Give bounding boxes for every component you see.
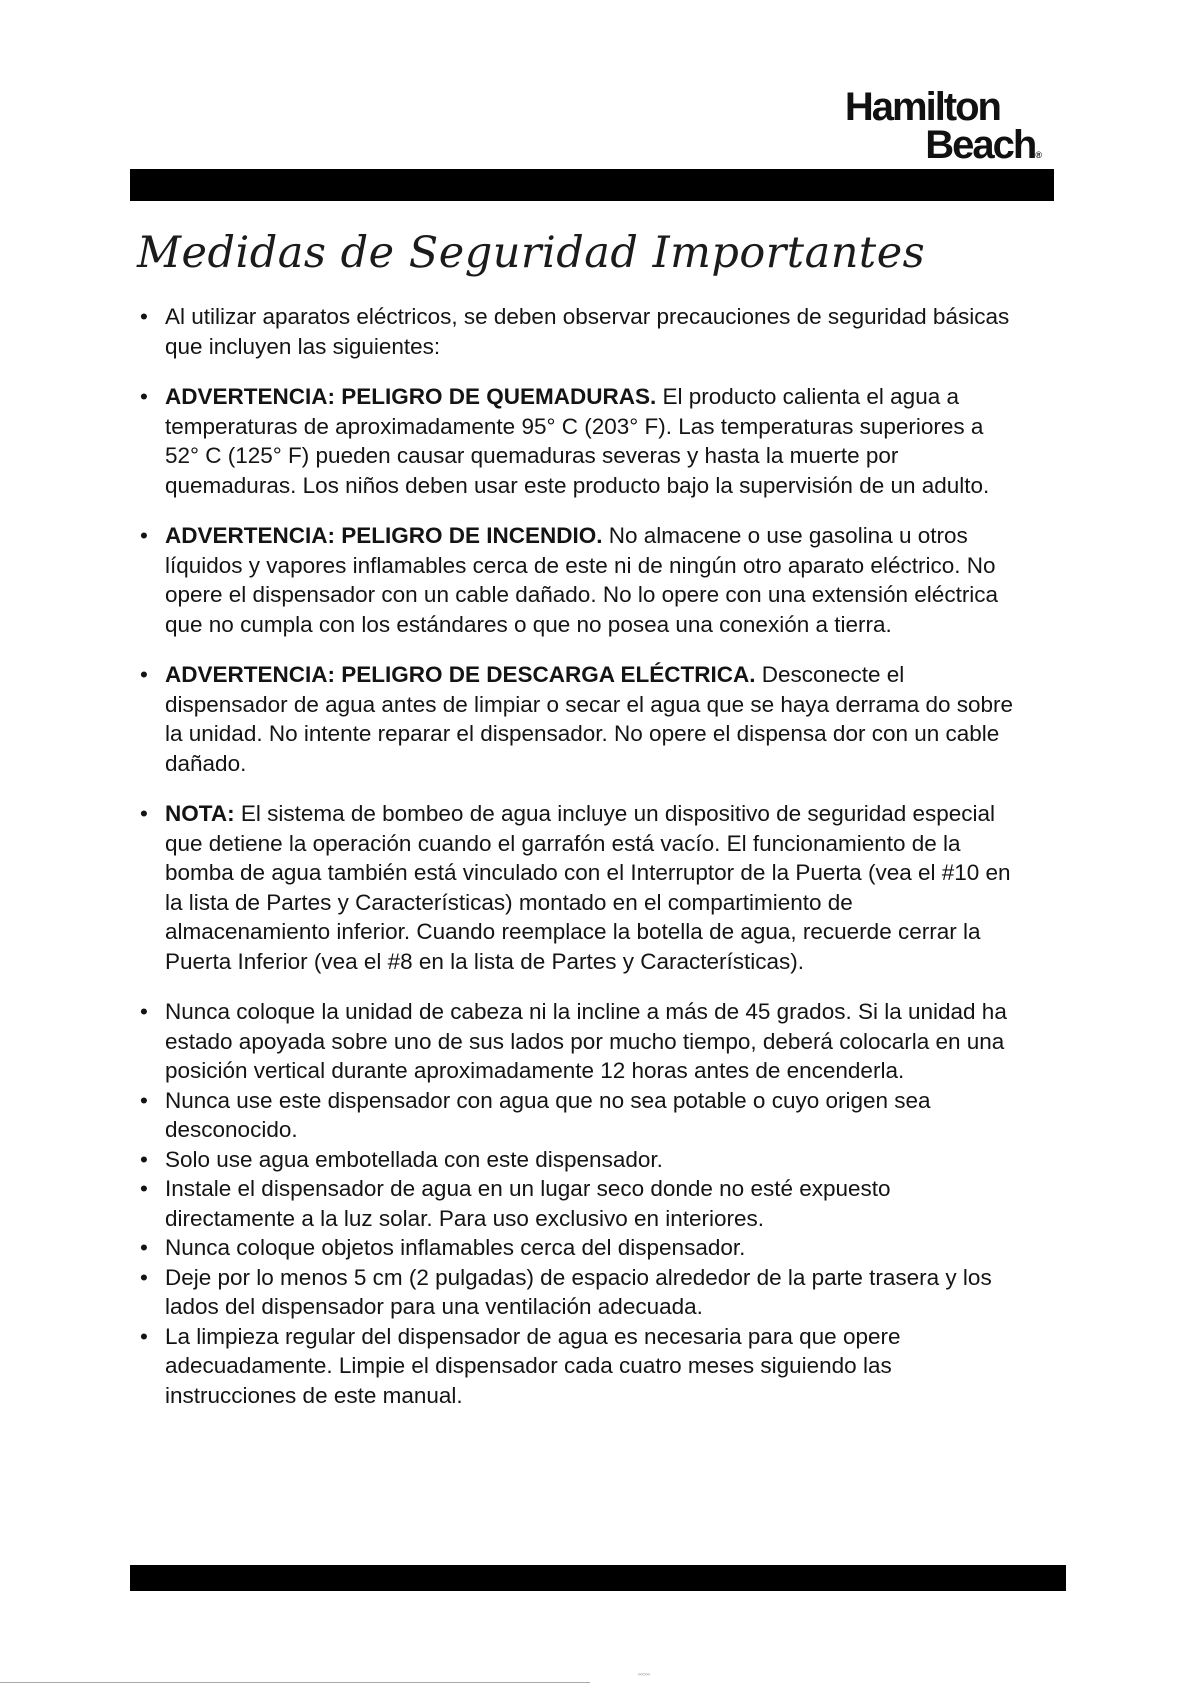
item-text: No almacene o use gasolina u otros líquidos y vapores inflamables cerca de este ni de ningún otro aparato eléctrico. No opere el dispensador con un cable dañado. No lo opere con una extensión eléctrica que no cumpla con los estándares o que no posea una conexión a tierra. (165, 523, 999, 637)
brand-logo-line2-text: Beach (925, 123, 1036, 167)
registered-mark: ® (1035, 150, 1042, 160)
item-text: Nunca coloque la unidad de cabeza ni la incline a más de 45 grados. Si la unidad ha estado apoyada sobre uno de sus lados por mucho tiempo, deberá colocarla en una posición vertical durante aproximadamente 12 horas antes de encenderla. (165, 999, 1007, 1083)
list-item (140, 1086, 1020, 1145)
brand-logo-line2 (770, 123, 1050, 174)
list-item (140, 1145, 1020, 1175)
list-item (140, 1263, 1020, 1322)
safety-list (140, 302, 1020, 1410)
item-lead: ADVERTENCIA: PELIGRO DE INCENDIO. (165, 523, 603, 548)
list-item (140, 1233, 1020, 1263)
bullet-icon: • (140, 1087, 148, 1113)
list-item (140, 799, 1020, 976)
bullet-icon: • (140, 662, 148, 687)
header-bar (130, 169, 1054, 201)
footer-mark: ‹‹‹››› (638, 1672, 650, 1678)
list-item (140, 660, 1020, 778)
bullet-icon: • (140, 1176, 148, 1201)
bullet-icon: • (140, 1235, 148, 1260)
bullet-icon: • (140, 1146, 148, 1172)
item-text: Deje por lo menos 5 cm (2 pulgadas) de espacio alrededor de la parte trasera y los lados del dispensador para una ventilación adecuada. (165, 1264, 992, 1319)
bullet-icon: • (140, 999, 148, 1024)
item-text: Instale el dispensador de agua en un lugar seco donde no esté expuesto directamente a la luz solar. Para uso exclusivo en interiores. (165, 1176, 891, 1231)
bullet-icon: • (140, 523, 148, 548)
list-item (140, 302, 1020, 361)
page-title: Medidas de Seguridad Importantes (137, 228, 926, 278)
item-text: El sistema de bombeo de agua incluye un dispositivo de seguridad especial que detiene la operación cuando el garrafón está vacío. El funcionamiento de la bomba de agua también está vinculado con el Interruptor de la Puerta (vea el #10 en la lista de Partes y Características) montado en el compartimiento de almacenamiento inferior. Cuando reemplace la botella de agua, recuerde cerrar la Puerta Inferior (vea el #8 en la lista de Partes y Características). (165, 801, 1011, 974)
brand-logo-line1: Hamilton (844, 85, 1000, 129)
brand-logo (770, 85, 1050, 174)
list-item (140, 1322, 1020, 1411)
list-item (140, 1174, 1020, 1233)
item-text: El producto calienta el agua a temperaturas de aproximadamente 95° C (203° F). Las temperaturas superiores a 52° C (125° F) pueden causar quemaduras severas y hasta la muerte por quemaduras. Los niños deben usar este producto bajo la supervisión de un adulto. (165, 384, 990, 498)
item-text: Al utilizar aparatos eléctricos, se deben observar precauciones de seguridad básicas que incluyen las siguientes: (165, 304, 1010, 359)
list-item (140, 997, 1020, 1086)
item-lead: ADVERTENCIA: PELIGRO DE DESCARGA ELÉCTRICA. (165, 662, 756, 687)
footer-bar (130, 1565, 1066, 1591)
item-lead: NOTA: (165, 801, 235, 826)
item-lead: ADVERTENCIA: PELIGRO DE QUEMADURAS. (165, 384, 657, 409)
list-item (140, 382, 1020, 500)
item-text: La limpieza regular del dispensador de agua es necesaria para que opere adecuadamente. Limpie el dispensador cada cuatro meses siguiendo las instrucciones de este manual. (165, 1323, 901, 1408)
bullet-icon: • (140, 801, 148, 826)
bullet-icon: • (140, 1264, 148, 1290)
item-text: Desconecte el dispensador de agua antes de limpiar o secar el agua que se haya derrama do sobre la unidad. No intente reparar el dispensador. No opere el dispensa dor con un cable dañado. (165, 662, 1014, 776)
bullet-icon: • (140, 304, 148, 329)
item-text: Nunca coloque objetos inflamables cerca del dispensador. (165, 1235, 746, 1260)
bullet-icon: • (140, 1323, 148, 1349)
bullet-icon: • (140, 384, 148, 409)
list-item (140, 521, 1020, 639)
item-text: Solo use agua embotellada con este dispensador. (165, 1146, 663, 1172)
item-text: Nunca use este dispensador con agua que no sea potable o cuyo origen sea desconocido. (165, 1087, 931, 1142)
footer-divider (0, 1682, 590, 1683)
